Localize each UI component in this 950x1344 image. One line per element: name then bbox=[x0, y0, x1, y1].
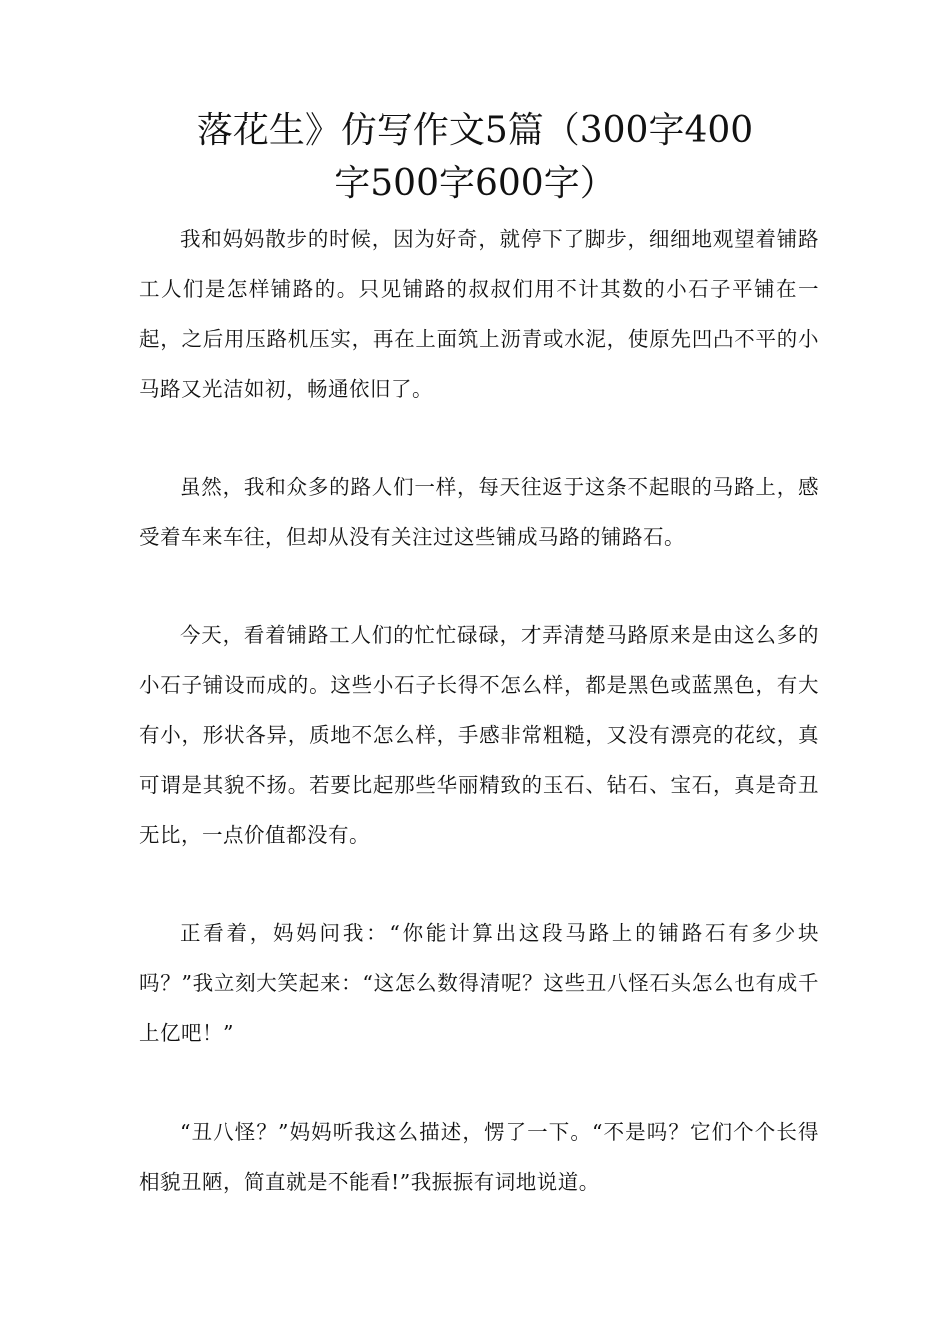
title-line-2: 字500字600字） bbox=[334, 163, 616, 204]
document-title bbox=[0, 104, 950, 210]
paragraph-4 bbox=[139, 908, 819, 1058]
paragraph-text: “丑八怪？”妈妈听我这么描述，愣了一下。“不是吗？它们个个长得相貌丑陋，简直就是不能看!”我振振有词地说道。 bbox=[139, 1120, 819, 1194]
paragraph-1 bbox=[139, 214, 819, 414]
paragraph-2 bbox=[139, 462, 819, 562]
title-line-1: 落花生》仿写作文5篇（300字400 bbox=[196, 110, 754, 151]
paragraph-text: 今天，看着铺路工人们的忙忙碌碌，才弄清楚马路原来是由这么多的小石子铺设而成的。这些小石子长得不怎么样，都是黑色或蓝黑色，有大有小，形状各异，质地不怎么样，手感非常粗糙，又没有漂亮的花纹，真可谓是其貌不扬。若要比起那些华丽精致的玉石、钻石、宝石，真是奇丑无比，一点价值都没有。 bbox=[139, 623, 819, 847]
paragraph-3 bbox=[139, 610, 819, 860]
paragraph-text: 我和妈妈散步的时候，因为好奇，就停下了脚步，细细地观望着铺路工人们是怎样铺路的。只见铺路的叔叔们用不计其数的小石子平铺在一起，之后用压路机压实，再在上面筑上沥青或水泥，使原先凹凸不平的小马路又光洁如初，畅通依旧了。 bbox=[139, 227, 819, 401]
paragraph-text: 虽然，我和众多的路人们一样，每天往返于这条不起眼的马路上，感受着车来车往，但却从没有关注过这些铺成马路的铺路石。 bbox=[139, 475, 819, 549]
paragraph-5 bbox=[139, 1107, 819, 1207]
paragraph-text: 正看着，妈妈问我：“你能计算出这段马路上的铺路石有多少块吗？”我立刻大笑起来：“这怎么数得清呢？这些丑八怪石头怎么也有成千上亿吧！” bbox=[139, 921, 819, 1045]
